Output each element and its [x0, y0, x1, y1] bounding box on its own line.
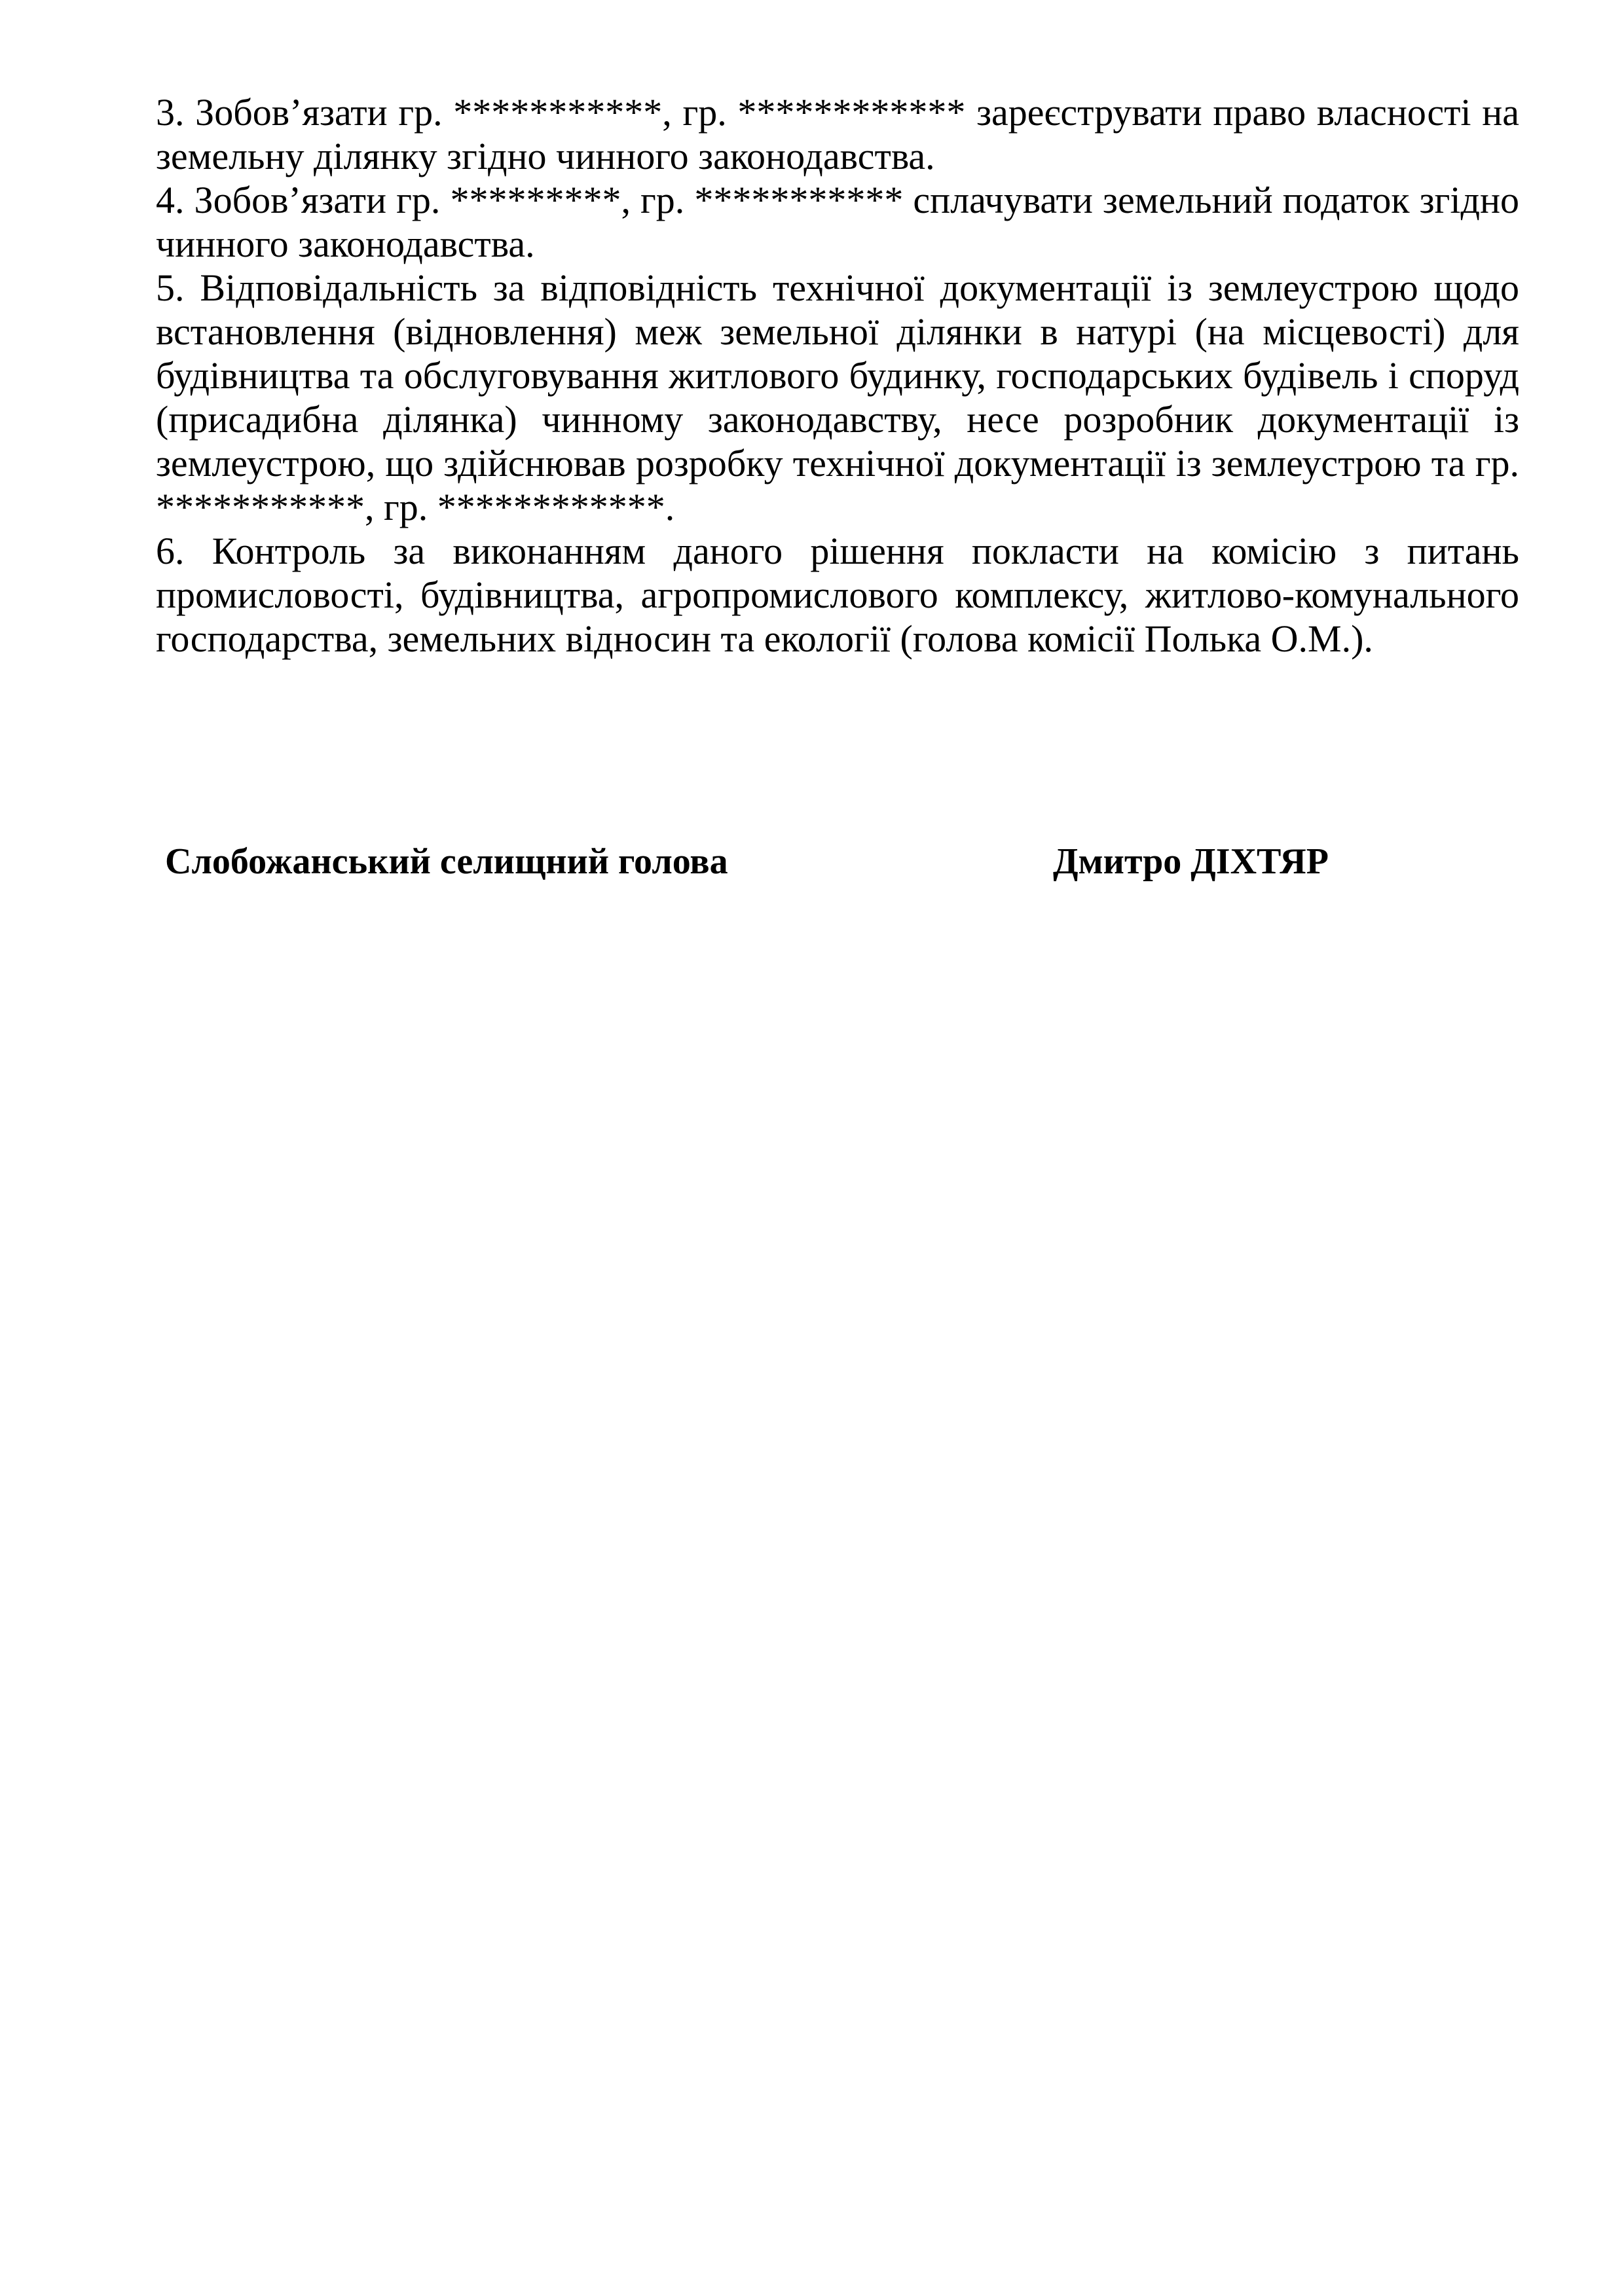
paragraph-3-register-ownership: 3. Зобов’язати гр. ***********, гр. ************ зареєструвати право власності на земельну ділянку згідно чинного законодавства.: [156, 91, 1519, 177]
signature-block: [165, 835, 1475, 888]
signatory-title: Слобожанський селищний голова: [165, 841, 728, 882]
paragraph-4-land-tax: 4. Зобов’язати гр. *********, гр. *********** сплачувати земельний податок згідно чинного законодавства.: [156, 179, 1519, 265]
signatory-name: Дмитро ДІХТЯР: [1053, 841, 1329, 882]
decision-body: [156, 90, 1519, 661]
paragraph-5-responsibility: 5. Відповідальність за відповідність технічної документації із землеустрою щодо встановлення (відновлення) меж земельної ділянки в натурі (на місцевості) для будівництва та обслуговування житлового будинку, господарських будівель і споруд (присадибна ділянка) чинному законодавству, несе розробник документації із землеустрою, що здійснював розробку технічної документації із землеустрою та гр. ***********, гр. ************.: [156, 266, 1519, 528]
paragraph-6-control: 6. Контроль за виконанням даного рішення покласти на комісію з питань промисловості, будівництва, агропромислового комплексу, житлово-комунального господарства, земельних відносин та екології (голова комісії Полька О.М.).: [156, 530, 1519, 660]
